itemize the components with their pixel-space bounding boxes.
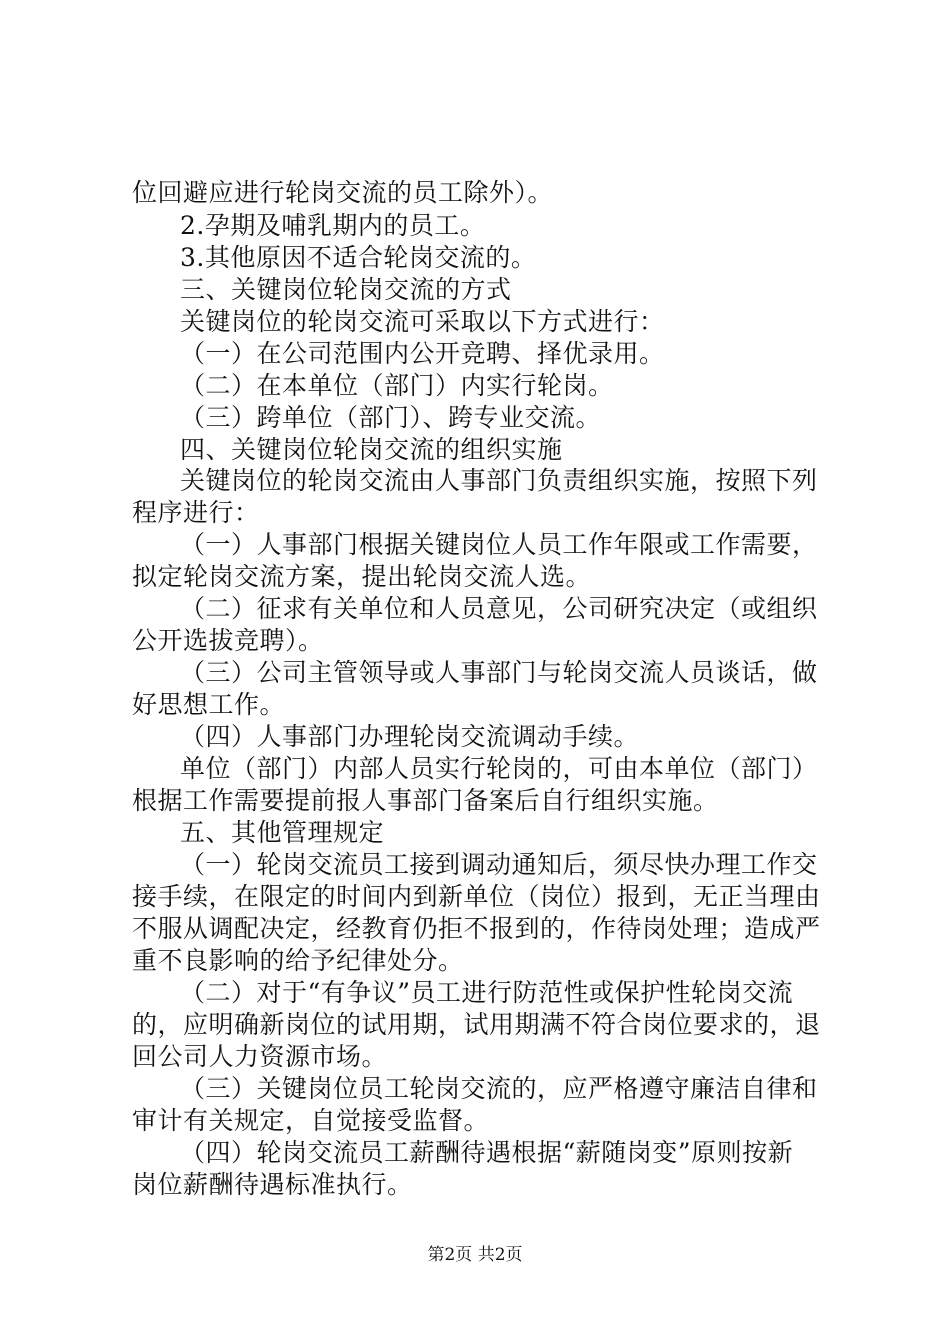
text-line: 根据工作需要提前报人事部门备案后自行组织实施。 (132, 786, 719, 815)
text-line: 重不良影响的给予纪律处分。 (132, 946, 464, 975)
text-line: （三）公司主管领导或人事部门与轮岗交流人员谈话，做 (180, 658, 818, 687)
text-line: （三）跨单位（部门）、跨专业交流。 (180, 403, 602, 432)
text-line: 岗位薪酬待遇标准执行。 (132, 1170, 413, 1199)
text-line: 接手续，在限定的时间内到新单位（岗位）报到，无正当理由 (132, 882, 821, 911)
text-line: 单位（部门）内部人员实行轮岗的，可由本单位（部门） (180, 754, 818, 783)
text-line: 关键岗位的轮岗交流可采取以下方式进行： (180, 307, 665, 336)
text-line: （四）人事部门办理轮岗交流调动手续。 (180, 722, 640, 751)
text-line: （二）在本单位（部门）内实行轮岗。 (180, 371, 614, 400)
section-heading: 五、其他管理规定 (180, 818, 385, 847)
text-line: 程序进行： (132, 498, 260, 527)
text-line: 公开选拔竞聘）。 (132, 626, 324, 655)
text-line: （二）征求有关单位和人员意见，公司研究决定（或组织 (180, 594, 818, 623)
text-line: （一）在公司范围内公开竞聘、择优录用。 (180, 339, 665, 368)
text-line: 关键岗位的轮岗交流由人事部门负责组织实施，按照下列 (180, 466, 818, 495)
text-line: 的，应明确新岗位的试用期，试用期满不符合岗位要求的，退 (132, 1010, 821, 1039)
text-line: 不服从调配决定，经教育仍拒不报到的，作待岗处理；造成严 (132, 914, 821, 943)
text-line: （四）轮岗交流员工薪酬待遇根据“薪随岗变”原则按新 (180, 1138, 794, 1167)
text-line: 好思想工作。 (132, 690, 286, 719)
text-line: 拟定轮岗交流方案，提出轮岗交流人选。 (132, 562, 592, 591)
text-line: （二）对于“有争议”员工进行防范性或保护性轮岗交流 (180, 978, 794, 1007)
section-heading: 四、关键岗位轮岗交流的组织实施 (180, 435, 563, 464)
text-line: 位回避应进行轮岗交流的员工除外）。 (132, 178, 554, 207)
text-line: （一）轮岗交流员工接到调动通知后，须尽快办理工作交 (180, 850, 818, 879)
text-line: 审计有关规定，自觉接受监督。 (132, 1106, 490, 1135)
text-line: 2.孕期及哺乳期内的员工。 (180, 211, 486, 240)
text-line: 回公司人力资源市场。 (132, 1042, 388, 1071)
text-line: （三）关键岗位员工轮岗交流的，应严格遵守廉洁自律和 (180, 1074, 818, 1103)
text-line: 3.其他原因不适合轮岗交流的。 (180, 243, 537, 272)
section-heading: 三、关键岗位轮岗交流的方式 (180, 275, 512, 304)
page-number-footer: 第2页 共2页 (427, 1245, 523, 1265)
text-line: （一）人事部门根据关键岗位人员工作年限或工作需要， (180, 530, 818, 559)
